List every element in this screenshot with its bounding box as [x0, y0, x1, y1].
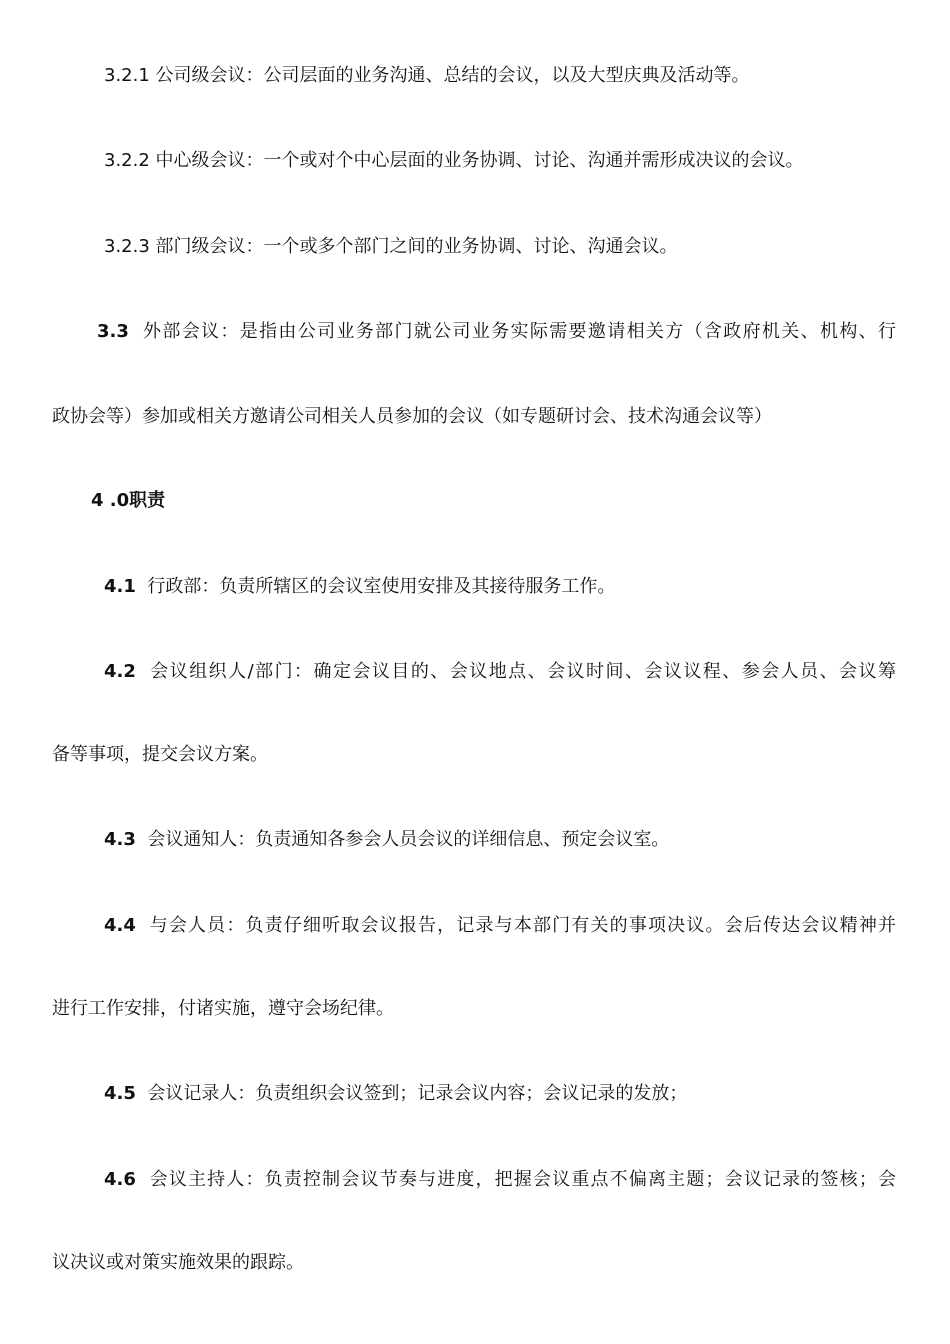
- clause-text: 行政部：负责所辖区的会议室使用安排及其接待服务工作。: [147, 576, 616, 597]
- clause-text: 会议主持人：负责控制会议节奏与进度，把握会议重点不偏离主题；会议记录的签核；会: [149, 1169, 896, 1190]
- clause-number: 4.2: [104, 661, 136, 682]
- clause-text: 会议记录人：负责组织会议签到；记录会议内容；会议记录的发放；: [147, 1083, 688, 1104]
- clause-text: 会议组织人/部门：确定会议目的、会议地点、会议时间、会议议程、参会人员、会议筹: [150, 661, 896, 682]
- clause-text: 备等事项，提交会议方案。: [52, 744, 268, 765]
- section-number: 4 .0: [91, 490, 130, 511]
- clause-4-1: [104, 575, 615, 599]
- clause-3-2-3: [104, 235, 678, 259]
- clause-number: 4.4: [104, 915, 136, 936]
- section-heading-4-0: [91, 489, 165, 513]
- clause-number: 4.1: [104, 576, 136, 597]
- clause-text: 进行工作安排，付诸实施，遵守会场纪律。: [52, 998, 394, 1019]
- clause-4-6: [104, 1168, 896, 1192]
- clause-3-2-2: [104, 149, 804, 173]
- clause-4-3: [104, 828, 669, 852]
- clause-3-3-continued: [52, 405, 772, 429]
- clause-text: 与会人员：负责仔细听取会议报告，记录与本部门有关的事项决议。会后传达会议精神并: [149, 915, 896, 936]
- section-title: 职责: [129, 490, 166, 511]
- clause-text: 外部会议：是指由公司业务部门就公司业务实际需要邀请相关方（含政府机关、机构、行: [143, 321, 897, 342]
- clause-number: 3.3: [97, 321, 129, 342]
- clause-text: 3.2.1 公司级会议：公司层面的业务沟通、总结的会议，以及大型庆典及活动等。: [104, 65, 750, 86]
- clause-text: 3.2.2 中心级会议：一个或对个中心层面的业务协调、讨论、沟通并需形成决议的会议。: [104, 150, 804, 171]
- clause-3-2-1: [104, 64, 750, 88]
- clause-3-3: [97, 320, 896, 344]
- clause-4-6-continued: [52, 1251, 304, 1275]
- clause-4-4-continued: [52, 997, 394, 1021]
- clause-4-2: [104, 660, 896, 684]
- clause-4-2-continued: [52, 743, 268, 767]
- clause-number: 4.6: [104, 1169, 136, 1190]
- clause-text: 政协会等）参加或相关方邀请公司相关人员参加的会议（如专题研讨会、技术沟通会议等）: [52, 406, 772, 427]
- clause-text: 3.2.3 部门级会议：一个或多个部门之间的业务协调、讨论、沟通会议。: [104, 236, 678, 257]
- clause-number: 4.3: [104, 829, 136, 850]
- clause-text: 会议通知人：负责通知各参会人员会议的详细信息、预定会议室。: [147, 829, 670, 850]
- clause-4-5: [104, 1082, 687, 1106]
- clause-text: 议决议或对策实施效果的跟踪。: [52, 1252, 304, 1273]
- clause-number: 4.5: [104, 1083, 136, 1104]
- clause-4-4: [104, 914, 896, 938]
